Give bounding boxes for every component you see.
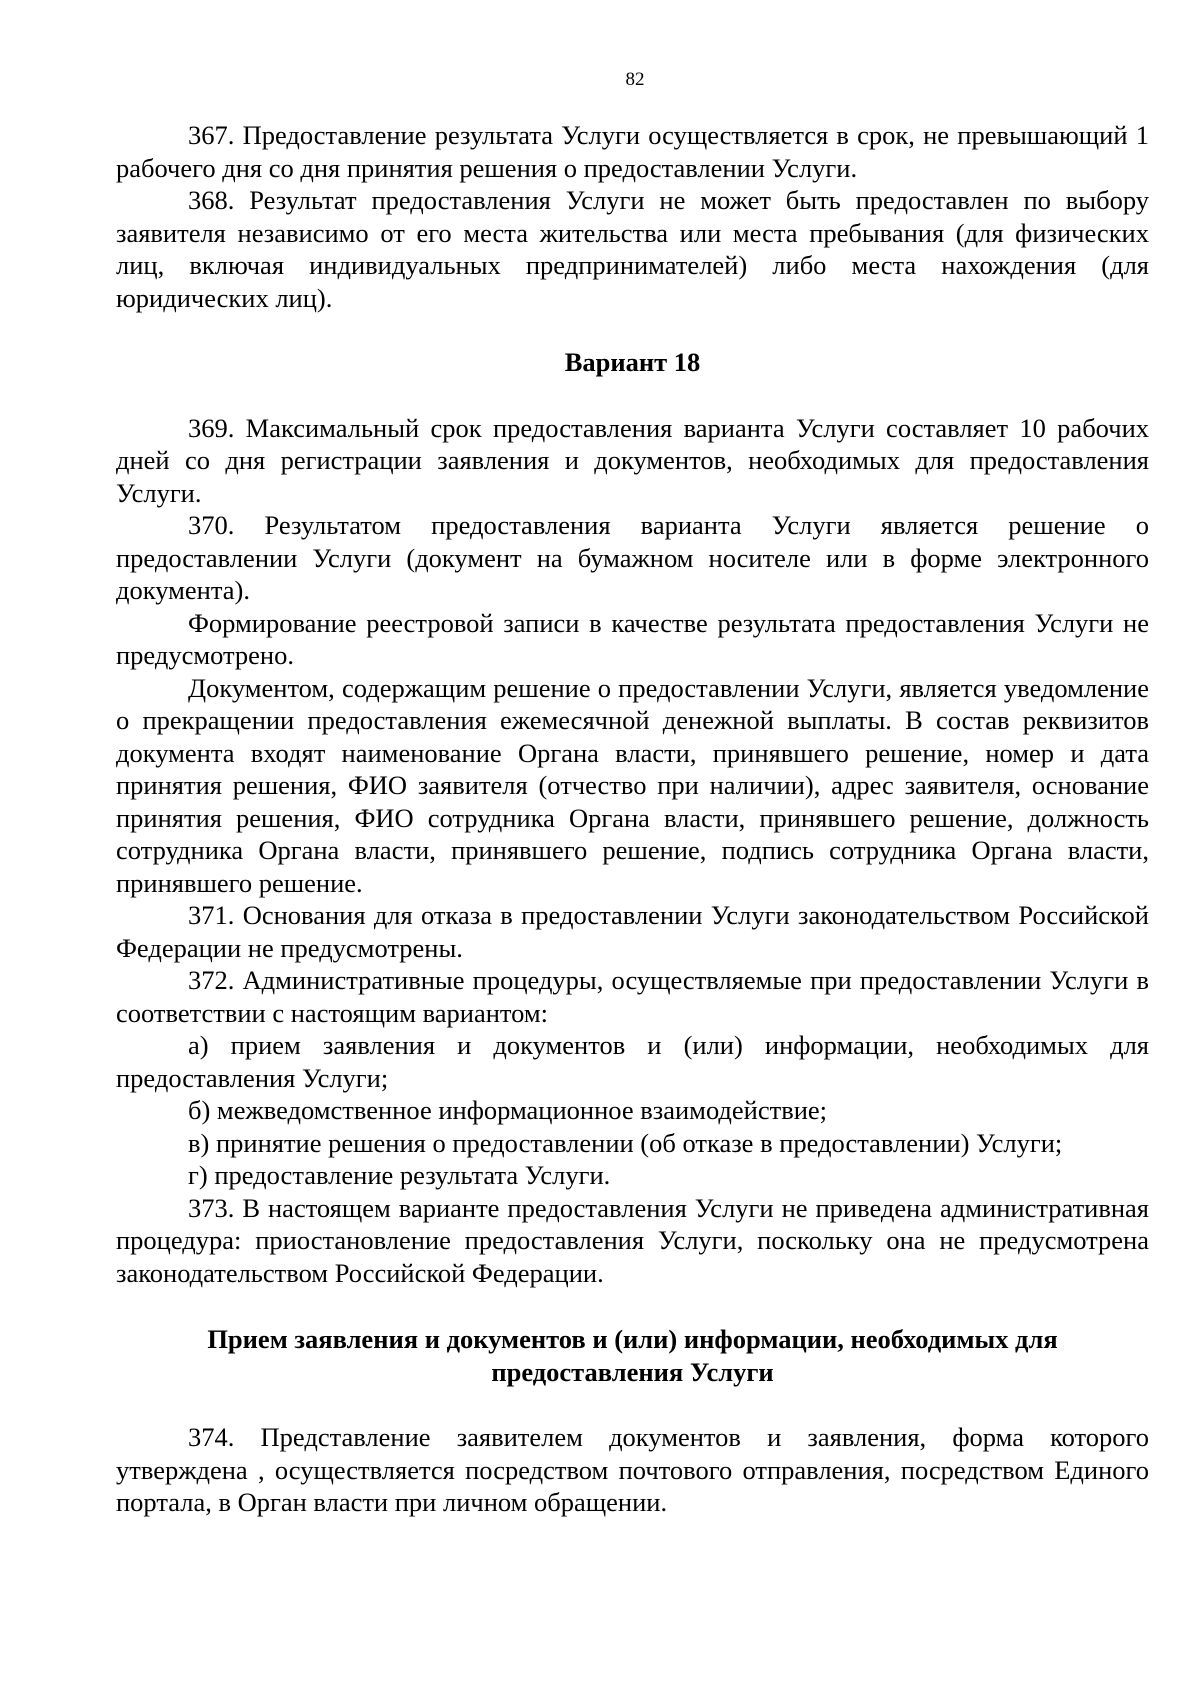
paragraph-368: 368. Результат предоставления Услуги не может быть предоставлен по выбору заявителя независимо от его места жительства или места пребывания (для физических лиц, включая индивидуальных предпринимателей) либо места нахождения (для юридических лиц). (116, 185, 1149, 313)
paragraph-372: 372. Административные процедуры, осуществляемые при предоставлении Услуги в соответствии с настоящим вариантом: (116, 965, 1149, 1028)
paragraph-registry-record: Формирование реестровой записи в качестве результата предоставления Услуги не предусмотрено. (116, 607, 1149, 670)
paragraph-decision-document: Документом, содержащим решение о предоставлении Услуги, является уведомление о прекращении предоставления ежемесячной денежной выплаты. В состав реквизитов документа входят наименование Органа власти, принявшего решение, номер и дата принятия решения, ФИО заявителя (отчество при наличии), адрес заявителя, основание принятия решения, ФИО сотрудника Органа власти, принявшего решение, должность сотрудника Органа власти, принявшего решение, подпись сотрудника Органа власти, принявшего решение. (116, 672, 1149, 898)
section-heading (116, 1323, 1149, 1388)
paragraph-367: 367. Предоставление результата Услуги осуществляется в срок, не превышающий 1 рабочего дня со дня принятия решения о предоставлении Услуги. (116, 120, 1149, 183)
section-heading-line-1: Прием заявления и документов и (или) информации, необходимых для (207, 1324, 1058, 1354)
paragraph-370: 370. Результатом предоставления варианта Услуги является решение о предоставлении Услуги (документ на бумажном носителе или в форме электронного документа). (116, 510, 1149, 605)
paragraph-373: 373. В настоящем варианте предоставления Услуги не приведена административная процедура: приостановление предоставления Услуги, поскольку она не предусмотрена законодательством Российской Федерации. (116, 1192, 1149, 1288)
paragraph-374: 374. Представление заявителем документов и заявления, форма которого утверждена , осуществляется посредством почтового отправления, посредством Единого портала, в Орган власти при личном обращении. (116, 1422, 1149, 1517)
page-number: 82 (625, 69, 645, 90)
list-item-g: г) предоставление результата Услуги. (188, 1160, 611, 1190)
variant-heading: Вариант 18 (564, 347, 701, 377)
list-item-a: а) прием заявления и документов и (или) информации, необходимых для предоставления Услуги; (116, 1030, 1149, 1093)
paragraph-371: 371. Основания для отказа в предоставлении Услуги законодательством Российской Федерации не предусмотрены. (116, 900, 1149, 963)
list-item-b: б) межведомственное информационное взаимодействие; (188, 1095, 828, 1125)
paragraph-369: 369. Максимальный срок предоставления варианта Услуги составляет 10 рабочих дней со дня регистрации заявления и документов, необходимых для предоставления Услуги. (116, 412, 1149, 508)
section-heading-line-2: предоставления Услуги (491, 1356, 774, 1387)
document-body (116, 119, 1149, 1519)
list-item-v: в) принятие решения о предоставлении (об отказе в предоставлении) Услуги; (188, 1127, 1063, 1158)
